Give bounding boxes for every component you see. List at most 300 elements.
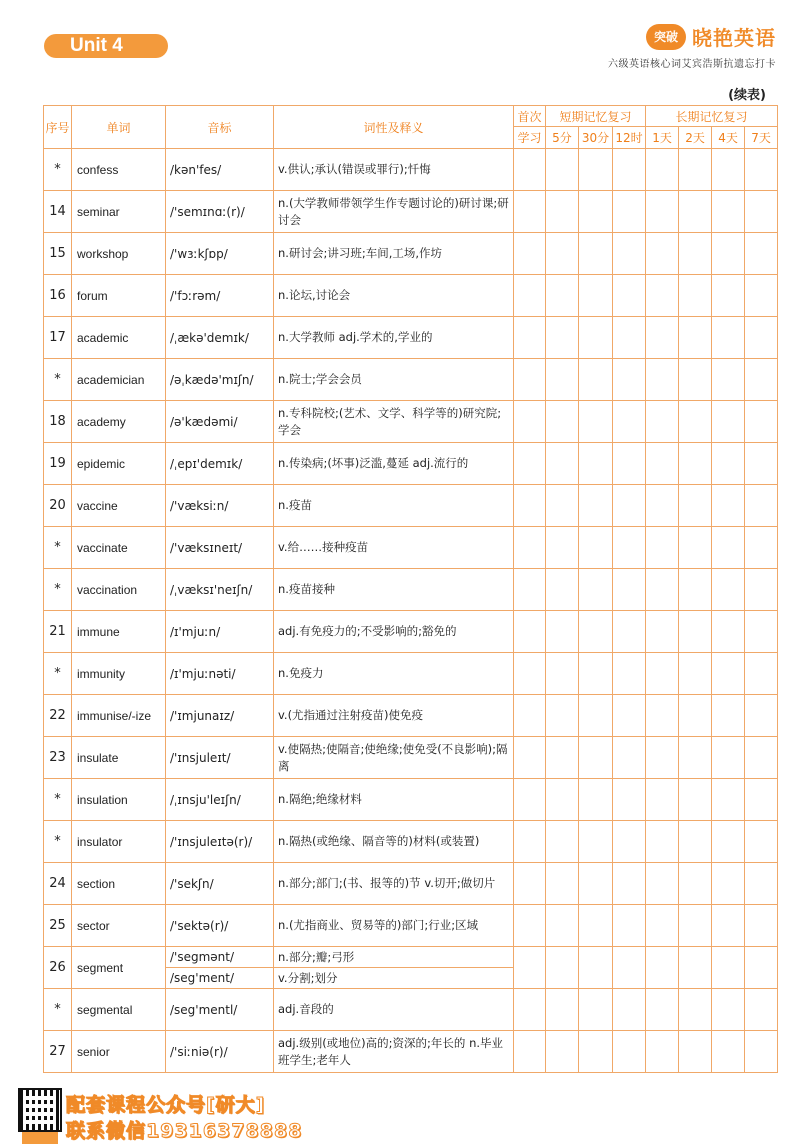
checkin-box[interactable] [546,863,579,905]
table-row [44,695,778,737]
checkin-box[interactable] [679,905,712,947]
word: immunity [72,653,166,695]
checkin-box[interactable] [679,233,712,275]
checkin-box[interactable] [514,317,546,359]
checkin-box[interactable] [646,149,679,191]
header-long-term: 长期记忆复习 [646,106,778,127]
checkin-box[interactable] [613,485,646,527]
header-word: 单词 [72,106,166,149]
checkin-box[interactable] [514,989,546,1031]
row-number: 15 [44,233,72,275]
word: insulator [72,821,166,863]
row-number: * [44,359,72,401]
row-number: * [44,527,72,569]
word: academic [72,317,166,359]
word: workshop [72,233,166,275]
checkin-box[interactable] [745,947,778,989]
word: academician [72,359,166,401]
word: confess [72,149,166,191]
definition: v.(尤指通过注射疫苗)使免疫 [274,695,514,737]
footer-promo [0,1088,320,1147]
phonetic: /ɪ'mjuːnəti/ [166,653,274,695]
checkin-box[interactable] [514,569,546,611]
checkin-box[interactable] [613,191,646,233]
phonetic: /ˌepɪ'demɪk/ [166,443,274,485]
word: immune [72,611,166,653]
checkin-box[interactable] [745,149,778,191]
table-row [44,233,778,275]
header-period: 30分 [579,127,613,149]
word: epidemic [72,443,166,485]
definition: n.(大学教师带领学生作专题讨论的)研讨课;研讨会 [274,191,514,233]
checkin-box[interactable] [745,527,778,569]
checkin-box[interactable] [579,233,613,275]
checkin-box[interactable] [712,401,745,443]
checkin-box[interactable] [579,1031,613,1073]
checkin-box[interactable] [712,443,745,485]
checkin-box[interactable] [546,317,579,359]
checkin-box[interactable] [745,233,778,275]
checkin-box[interactable] [613,779,646,821]
checkin-box[interactable] [679,485,712,527]
header-period: 2天 [679,127,712,149]
row-number: 24 [44,863,72,905]
checkin-box[interactable] [613,359,646,401]
checkin-box[interactable] [613,1031,646,1073]
checkin-box[interactable] [546,611,579,653]
checkin-box[interactable] [646,359,679,401]
checkin-box[interactable] [546,569,579,611]
checkin-box[interactable] [712,863,745,905]
header-period: 7天 [745,127,778,149]
checkin-box[interactable] [579,863,613,905]
table-row [44,779,778,821]
checkin-box[interactable] [546,1031,579,1073]
checkin-box[interactable] [546,401,579,443]
checkin-box[interactable] [646,947,679,989]
checkin-box[interactable] [679,695,712,737]
checkin-box[interactable] [646,233,679,275]
checkin-box[interactable] [514,863,546,905]
row-number: * [44,569,72,611]
checkin-box[interactable] [613,233,646,275]
checkin-box[interactable] [514,779,546,821]
checkin-box[interactable] [646,485,679,527]
checkin-box[interactable] [712,233,745,275]
definition: v.使隔热;使隔音;使绝缘;使免受(不良影响);隔离 [274,737,514,779]
checkin-box[interactable] [646,191,679,233]
header-no: 序号 [44,106,72,149]
checkin-box[interactable] [514,905,546,947]
definition: n.隔绝;绝缘材料 [274,779,514,821]
phonetic: /'fɔːrəm/ [166,275,274,317]
table-row [44,569,778,611]
header-period: 12时 [613,127,646,149]
table-row [44,737,778,779]
row-number: * [44,653,72,695]
word: vaccinate [72,527,166,569]
checkin-box[interactable] [745,653,778,695]
checkin-box[interactable] [613,905,646,947]
checkin-box[interactable] [646,1031,679,1073]
checkin-box[interactable] [646,695,679,737]
checkin-box[interactable] [579,569,613,611]
phonetic-split [166,947,274,989]
checkin-box[interactable] [679,317,712,359]
checkin-box[interactable] [745,443,778,485]
checkin-box[interactable] [679,401,712,443]
row-number: * [44,779,72,821]
checkin-box[interactable] [579,905,613,947]
checkin-box[interactable] [546,149,579,191]
checkin-box[interactable] [613,989,646,1031]
checkin-box[interactable] [712,905,745,947]
checkin-box[interactable] [646,779,679,821]
checkin-box[interactable] [679,191,712,233]
checkin-box[interactable] [579,275,613,317]
checkin-box[interactable] [579,695,613,737]
checkin-box[interactable] [712,359,745,401]
checkin-box[interactable] [514,149,546,191]
checkin-box[interactable] [613,695,646,737]
checkin-box[interactable] [712,569,745,611]
word: sector [72,905,166,947]
definition: n.传染病;(坏事)泛滥,蔓延 adj.流行的 [274,443,514,485]
definition: n.大学教师 adj.学术的,学业的 [274,317,514,359]
definition: n.院士;学会会员 [274,359,514,401]
phonetic: /ə'kædəmi/ [166,401,274,443]
checkin-box[interactable] [745,275,778,317]
row-number: * [44,149,72,191]
checkin-box[interactable] [613,947,646,989]
checkin-box[interactable] [712,149,745,191]
checkin-box[interactable] [514,821,546,863]
phonetic: /'sektə(r)/ [166,905,274,947]
phonetic: /'sekʃn/ [166,863,274,905]
table-row [44,527,778,569]
checkin-box[interactable] [646,443,679,485]
checkin-box[interactable] [579,485,613,527]
header-period: 1天 [646,127,679,149]
checkin-box[interactable] [679,947,712,989]
checkin-box[interactable] [712,947,745,989]
definition: n.研讨会;讲习班;车间,工场,作坊 [274,233,514,275]
checkin-box[interactable] [546,779,579,821]
table-row [44,443,778,485]
row-number: 17 [44,317,72,359]
word: seminar [72,191,166,233]
checkin-box[interactable] [546,695,579,737]
checkin-box[interactable] [613,275,646,317]
table-row [44,863,778,905]
definition: n.部分;瓣;弓形 [278,950,355,964]
checkin-box[interactable] [679,527,712,569]
checkin-box[interactable] [613,149,646,191]
phonetic: /ˌækə'demɪk/ [166,317,274,359]
checkin-box[interactable] [579,989,613,1031]
row-number: 27 [44,1031,72,1073]
checkin-box[interactable] [679,737,712,779]
definition: n.(尤指商业、贸易等的)部门;行业;区域 [274,905,514,947]
qr-code-icon [18,1088,62,1132]
checkin-box[interactable] [514,191,546,233]
checkin-box[interactable] [712,317,745,359]
checkin-box[interactable] [514,359,546,401]
checkin-box[interactable] [579,779,613,821]
vocab-table [43,105,778,1073]
header-period: 5分 [546,127,579,149]
word: senior [72,1031,166,1073]
checkin-box[interactable] [613,569,646,611]
word: segment [72,947,166,989]
row-number: 18 [44,401,72,443]
checkin-box[interactable] [646,905,679,947]
checkin-box[interactable] [745,863,778,905]
word: academy [72,401,166,443]
checkin-box[interactable] [646,401,679,443]
definition: adj.级别(或地位)高的;资深的;年长的 n.毕业班学生;老年人 [274,1031,514,1073]
definition: n.论坛,讨论会 [274,275,514,317]
checkin-box[interactable] [745,905,778,947]
checkin-box[interactable] [579,527,613,569]
table-row [44,485,778,527]
checkin-box[interactable] [613,527,646,569]
checkin-box[interactable] [546,443,579,485]
word: vaccination [72,569,166,611]
checkin-box[interactable] [712,1031,745,1073]
definition: adj.有免疫力的;不受影响的;豁免的 [274,611,514,653]
checkin-box[interactable] [613,611,646,653]
checkin-box[interactable] [514,1031,546,1073]
brand-logo-icon: 突破 [646,24,686,50]
checkin-box[interactable] [646,317,679,359]
phonetic: /ˌɪnsju'leɪʃn/ [166,779,274,821]
checkin-box[interactable] [646,821,679,863]
checkin-box[interactable] [514,233,546,275]
checkin-box[interactable] [579,821,613,863]
brand [608,22,776,70]
word: segmental [72,989,166,1031]
phonetic: /kən'fes/ [166,149,274,191]
row-number: * [44,989,72,1031]
word: insulate [72,737,166,779]
word: vaccine [72,485,166,527]
row-number: 20 [44,485,72,527]
header-short-term: 短期记忆复习 [546,106,646,127]
checkin-box[interactable] [646,569,679,611]
checkin-box[interactable] [546,359,579,401]
checkin-box[interactable] [579,737,613,779]
table-row [44,989,778,1031]
table-row [44,401,778,443]
checkin-box[interactable] [679,1031,712,1073]
checkin-box[interactable] [745,317,778,359]
checkin-box[interactable] [646,527,679,569]
checkin-box[interactable] [679,611,712,653]
row-number: 25 [44,905,72,947]
brand-subtitle: 六级英语核心词艾宾浩斯抗遗忘打卡 [608,59,776,70]
table-row [44,1031,778,1073]
word: section [72,863,166,905]
checkin-box[interactable] [646,863,679,905]
definition-split [274,947,514,989]
table-row [44,821,778,863]
checkin-box[interactable] [679,569,712,611]
checkin-box[interactable] [579,359,613,401]
checkin-box[interactable] [745,401,778,443]
checkin-box[interactable] [745,989,778,1031]
checkin-box[interactable] [646,611,679,653]
brand-name: 晓艳英语 [692,26,776,50]
checkin-box[interactable] [646,989,679,1031]
checkin-box[interactable] [546,989,579,1031]
checkin-box[interactable] [712,191,745,233]
checkin-box[interactable] [679,779,712,821]
checkin-box[interactable] [712,695,745,737]
checkin-box[interactable] [745,611,778,653]
header-period: 4天 [712,127,745,149]
checkin-box[interactable] [745,1031,778,1073]
checkin-box[interactable] [579,317,613,359]
definition: adj.音段的 [274,989,514,1031]
checkin-box[interactable] [514,527,546,569]
checkin-box[interactable] [679,821,712,863]
row-number: 14 [44,191,72,233]
checkin-box[interactable] [514,695,546,737]
header-phonetic: 音标 [166,106,274,149]
checkin-box[interactable] [745,821,778,863]
checkin-box[interactable] [646,737,679,779]
checkin-box[interactable] [546,653,579,695]
phonetic: /seg'ment/ [166,967,273,988]
checkin-box[interactable] [646,653,679,695]
word: immunise/-ize [72,695,166,737]
phonetic: /'ɪnsjuleɪt/ [166,737,274,779]
checkin-box[interactable] [613,317,646,359]
phonetic: /'ɪnsjuleɪtə(r)/ [166,821,274,863]
table-row [44,191,778,233]
table-row [44,275,778,317]
checkin-box[interactable] [613,737,646,779]
checkin-box[interactable] [514,611,546,653]
checkin-box[interactable] [745,485,778,527]
checkin-box[interactable] [613,821,646,863]
checkin-box[interactable] [679,275,712,317]
table-row [44,653,778,695]
checkin-box[interactable] [546,905,579,947]
checkin-box[interactable] [514,737,546,779]
promo-line-1: 配套课程公众号[研大] [66,1094,266,1116]
checkin-box[interactable] [514,275,546,317]
phonetic: /ˌvæksɪ'neɪʃn/ [166,569,274,611]
checkin-box[interactable] [679,443,712,485]
checkin-box[interactable] [579,149,613,191]
phonetic: /'siːniə(r)/ [166,1031,274,1073]
checkin-box[interactable] [679,149,712,191]
checkin-box[interactable] [514,443,546,485]
checkin-box[interactable] [679,989,712,1031]
checkin-box[interactable] [579,191,613,233]
unit-badge: Unit 4 [44,34,168,58]
checkin-box[interactable] [745,695,778,737]
checkin-box[interactable] [613,401,646,443]
checkin-box[interactable] [745,191,778,233]
checkin-box[interactable] [712,275,745,317]
word: insulation [72,779,166,821]
row-number: * [44,821,72,863]
checkin-box[interactable] [745,359,778,401]
checkin-box[interactable] [679,653,712,695]
definition: v.分割;划分 [274,967,513,988]
phonetic: /'væksɪneɪt/ [166,527,274,569]
definition: n.专科院校;(艺术、文学、科学等的)研究院;学会 [274,401,514,443]
checkin-box[interactable] [712,611,745,653]
checkin-box[interactable] [546,191,579,233]
table-row [44,359,778,401]
checkin-box[interactable] [712,821,745,863]
checkin-box[interactable] [579,947,613,989]
checkin-box[interactable] [613,653,646,695]
promo-line-2: 联系微信19316378888 [66,1120,303,1142]
checkin-box[interactable] [546,527,579,569]
checkin-box[interactable] [613,863,646,905]
checkin-box[interactable] [546,947,579,989]
checkin-box[interactable] [712,653,745,695]
checkin-box[interactable] [712,737,745,779]
definition: n.部分;部门;(书、报等的)节 v.切开;做切片 [274,863,514,905]
checkin-box[interactable] [546,485,579,527]
definition: n.免疫力 [274,653,514,695]
checkin-box[interactable] [546,275,579,317]
row-number: 23 [44,737,72,779]
table-row [44,611,778,653]
checkin-box[interactable] [712,779,745,821]
checkin-box[interactable] [679,863,712,905]
checkin-box[interactable] [514,653,546,695]
phonetic: /'semɪnɑː(r)/ [166,191,274,233]
row-number: 19 [44,443,72,485]
table-row [44,947,778,989]
checkin-box[interactable] [546,737,579,779]
row-number: 16 [44,275,72,317]
table-row [44,905,778,947]
header-first-sub: 学习 [514,127,546,149]
checkin-box[interactable] [745,569,778,611]
checkin-box[interactable] [546,821,579,863]
definition: n.隔热(或绝缘、隔音等的)材料(或装置) [274,821,514,863]
checkin-box[interactable] [579,401,613,443]
checkin-box[interactable] [579,611,613,653]
checkin-box[interactable] [514,401,546,443]
checkin-box[interactable] [712,989,745,1031]
checkin-box[interactable] [679,359,712,401]
phonetic: /'væksiːn/ [166,485,274,527]
table-row [44,149,778,191]
checkin-box[interactable] [712,485,745,527]
checkin-box[interactable] [579,443,613,485]
checkin-box[interactable] [514,947,546,989]
checkin-box[interactable] [613,443,646,485]
checkin-box[interactable] [745,737,778,779]
definition: v.供认;承认(错误或罪行);忏悔 [274,149,514,191]
checkin-box[interactable] [546,233,579,275]
checkin-box[interactable] [745,779,778,821]
checkin-box[interactable] [514,485,546,527]
checkin-box[interactable] [712,527,745,569]
checkin-box[interactable] [646,275,679,317]
table-row [44,317,778,359]
checkin-box[interactable] [579,653,613,695]
